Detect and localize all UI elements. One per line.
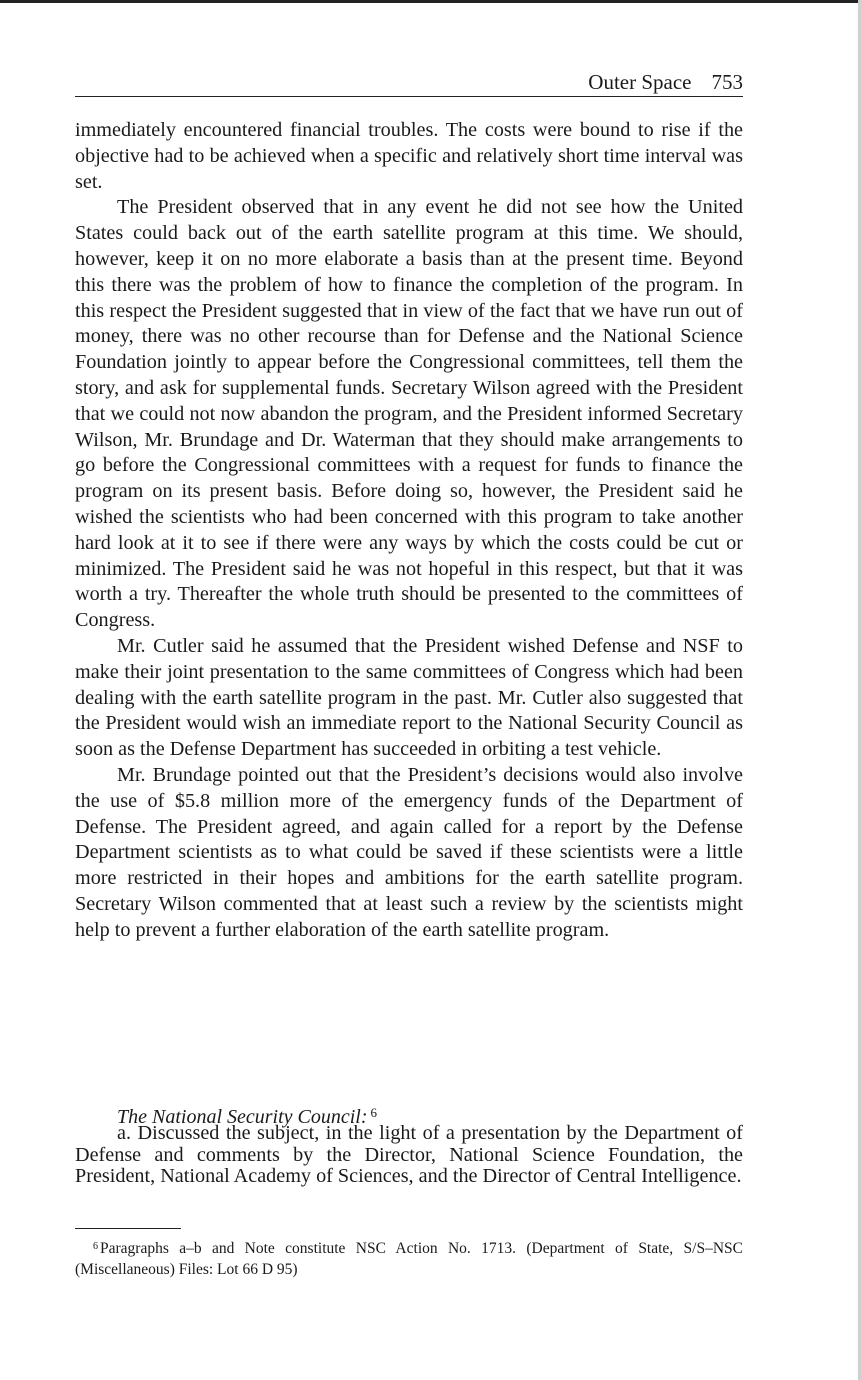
paragraph-cutler: Mr. Cutler said he assumed that the President wished Defense and NSF to make their joint presentation to the same committees of Congress which had been dealing with the earth satellite program in the past. Mr. Cutler also suggested that the President would wish an immediate report to the National Security Council as soon as the Defense Department has succeeded in orbiting a test vehicle.	[75, 634, 743, 761]
footnote-text: Paragraphs a–b and Note constitute NSC Action No. 1713. (Department of State, S/S–NSC (Miscellaneous) Files: Lot 66 D 95)	[75, 1240, 743, 1278]
running-head-title: Outer Space	[588, 70, 692, 94]
section-heading-text: The National Security Council:	[117, 1106, 368, 1128]
footnote	[75, 1238, 743, 1280]
paragraph-president-observed: The President observed that in any event he did not see how the United States could back out of the earth satellite program at this time. We should, however, keep it on no more elaborate a basis than at the present time. Beyond this there was the problem of how to finance the completion of the program. In this respect the President suggested that in view of the fact that we have run out of money, there was no other recourse than for Defense and the National Science Foundation jointly to appear before the Congressional committees, tell them the story, and ask for supplemental funds. Secretary Wilson agreed with the President that we could not now abandon the program, and the President informed Secretary Wilson, Mr. Brundage and Dr. Waterman that they should make arrangements to go before the Congressional committees with a request for funds to finance the program on its present basis. Before doing so, however, the President said he wished the scientists who had been concerned with this program to take another hard look at it to see if there were any ways by which the costs could be cut or minimized. The President said he was not hopeful in this respect, but that it was worth a try. Thereafter the whole truth should be presented to the committees of Congress.	[75, 196, 743, 632]
paragraph-continuation: immediately encountered financial troubles. The costs were bound to rise if the objective had to be achieved when a specific and relatively short time interval was set.	[75, 119, 743, 193]
action-item-a: a. Discussed the subject, in the light of a presentation by the Department of Defense and comments by the Director, National Science Foundation, the President, National Academy of Sciences, and the Director of Central Intelligence.	[75, 1122, 743, 1187]
body-text	[75, 118, 743, 944]
running-head	[75, 68, 743, 97]
page-top-edge	[0, 0, 861, 3]
footnote-marker: 6	[93, 1241, 98, 1252]
paragraph-brundage: Mr. Brundage pointed out that the President’s decisions would also involve the use of $5.8 million more of the emergency funds of the Department of Defense. The President agreed, and again called for a report by the Defense Department scientists as to what could be saved if these scientists were a little more restricted in their hopes and ambitions for the earth satellite program. Secretary Wilson commented that at least such a review by the scientists might help to prevent a further elaboration of the earth satellite program.	[75, 763, 743, 941]
page-number: 753	[711, 70, 743, 94]
action-list	[75, 1123, 743, 1188]
footnote-rule	[75, 1228, 181, 1229]
footnote-reference: 6	[370, 1105, 378, 1120]
